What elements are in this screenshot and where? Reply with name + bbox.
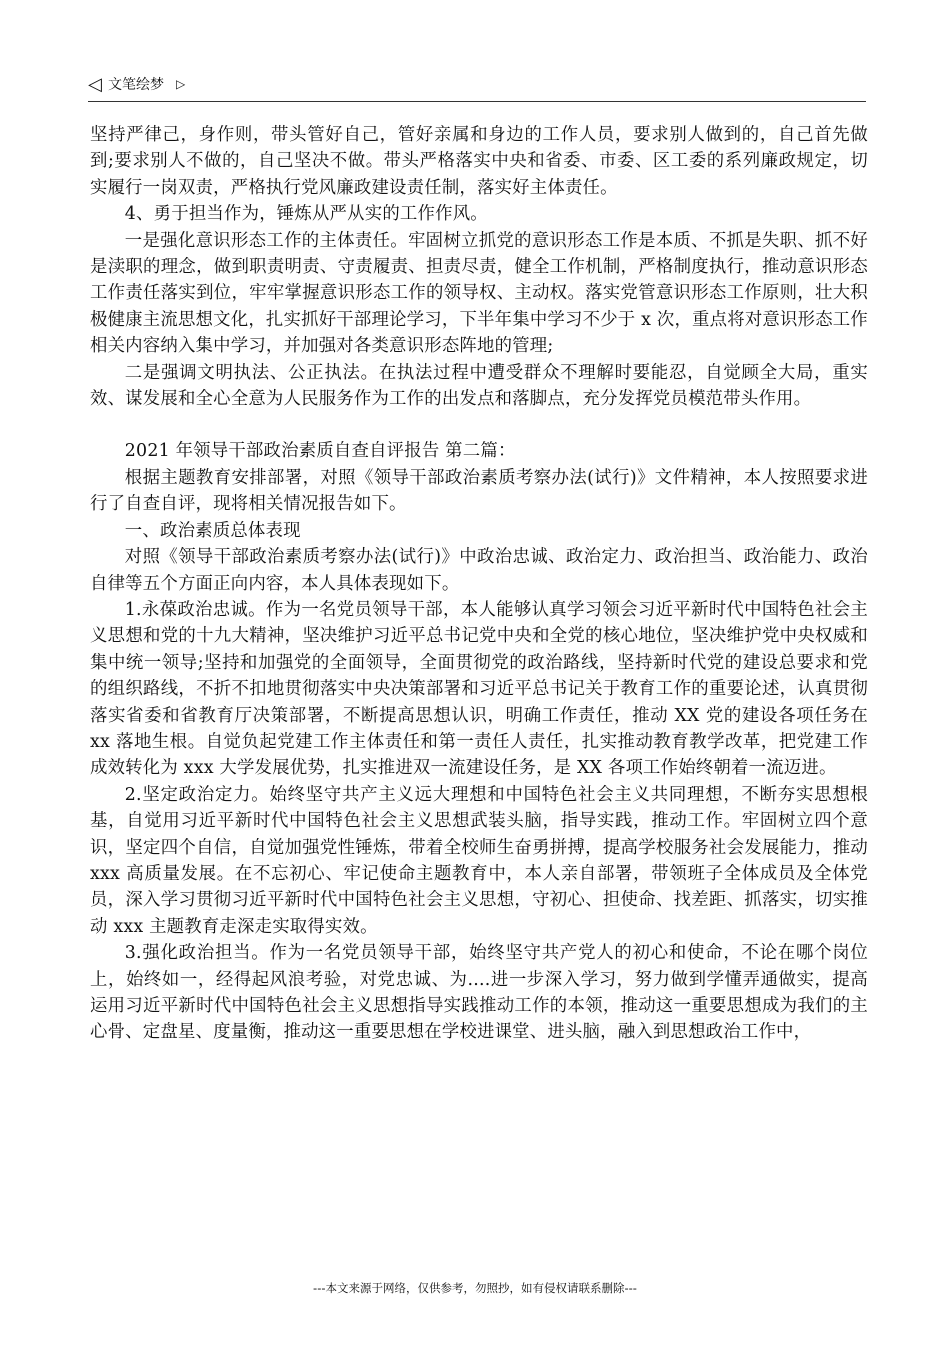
paragraph-3: 一是强化意识形态工作的主体责任。牢固树立抓党的意识形态工作是本质、不抓是失职、抓不好是渎职的理念，做到职责明责、守责履责、担责尽责，健全工作机制，严格制度执行，推动意识形态工作责任落实到位，牢牢掌握意识形态工作的领导权、主动权。落实党管意识形态工作原则，壮大积极健康主流思想文化，扎实抓好干部理论学习，下半年集中学习不少于 x 次，重点将对意识形态工作相关内容纳入集中学习，并加强对各类意识形态阵地的管理; bbox=[90, 230, 868, 357]
paragraph-2: 4、勇于担当作为，锤炼从严从实的工作作风。 bbox=[124, 204, 488, 225]
header-divider bbox=[88, 101, 866, 102]
left-triangle-icon: ◁ bbox=[88, 74, 102, 95]
brand-name: 文笔绘梦 bbox=[108, 77, 164, 93]
paragraph-10: 2.坚定政治定力。始终坚守共产主义远大理想和中国特色社会主义共同理想，不断夯实思想根基，自觉用习近平新时代中国特色社会主义思想武装头脑，指导实践，推动工作。牢固树立四个意识，坚定四个自信，自觉加强党性锤炼，带着全校师生奋勇拼搏，提高学校服务社会发展能力，推动 xxx 高质量发展。在不忘初心、牢记使命主题教育中，本人亲自部署，带领班子全体成员及全体党员，深入学习贯彻习近平新时代中国特色社会主义思想，守初心、担使命、找差距、抓落实，切实推动 xxx 主题教育走深走实取得实效。 bbox=[90, 784, 868, 937]
page-header bbox=[88, 74, 868, 96]
document-body bbox=[90, 122, 868, 1046]
paragraph-6: 根据主题教育安排部署，对照《领导干部政治素质考察办法(试行)》文件精神，本人按照要求进行了自查自评，现将相关情况报告如下。 bbox=[90, 467, 868, 515]
paragraph-9: 1.永葆政治忠诚。作为一名党员领导干部，本人能够认真学习领会习近平新时代中国特色社会主义思想和党的十九大精神，坚决维护习近平总书记党中央和全党的核心地位，坚决维护党中央权威和集中统一领导;坚持和加强党的全面领导，全面贯彻党的政治路线，坚持新时代党的建设总要求和党的组织路线，不折不扣地贯彻落实中央决策部署和习近平总书记关于教育工作的重要论述，认真贯彻落实省委和省教育厅决策部署，不断提高思想认识，明确工作责任，推动 XX 党的建设各项任务在 xx 落地生根。自觉负起党建工作主体责任和第一责任人责任，扎实推动教育教学改革，把党建工作成效转化为 xxx 大学发展优势，扎实推进双一流建设任务，是 XX 各项工作始终朝着一流迈进。 bbox=[90, 599, 868, 779]
page-footer: ---本文来源于网络，仅供参考，勿照抄，如有侵权请联系删除--- bbox=[313, 1281, 637, 1295]
right-triangle-icon: ▷ bbox=[176, 77, 186, 91]
section-title: 2021 年领导干部政治素质自查自评报告 第二篇： bbox=[124, 441, 516, 462]
paragraph-11: 3.强化政治担当。作为一名党员领导干部，始终坚守共产党人的初心和使命，不论在哪个岗位上，始终如一，经得起风浪考验，对党忠诚、为....进一步深入学习，努力做到学懂弄通做实，提高运用习近平新时代中国特色社会主义思想指导实践推动工作的本领，推动这一重要思想成为我们的主心骨、定盘星、度量衡，推动这一重要思想在学校进课堂、进头脑，融入到思想政治工作中， bbox=[90, 943, 868, 1043]
section-heading-1: 一、政治素质总体表现 bbox=[124, 520, 301, 541]
paragraph-4: 二是强调文明执法、公正执法。在执法过程中遭受群众不理解时要能忍，自觉顾全大局，重实效、谋发展和全心全意为人民服务作为工作的出发点和落脚点，充分发挥党员模范带头作用。 bbox=[90, 362, 868, 410]
paragraph-1: 坚持严律己，身作则，带头管好自己，管好亲属和身边的工作人员，要求别人做到的，自己首先做到;要求别人不做的，自己坚决不做。带头严格落实中央和省委、市委、区工委的系列廉政规定，切实履行一岗双责，严格执行党风廉政建设责任制，落实好主体责任。 bbox=[90, 125, 868, 198]
paragraph-8: 对照《领导干部政治素质考察办法(试行)》中政治忠诚、政治定力、政治担当、政治能力、政治自律等五个方面正向内容，本人具体表现如下。 bbox=[90, 547, 868, 594]
